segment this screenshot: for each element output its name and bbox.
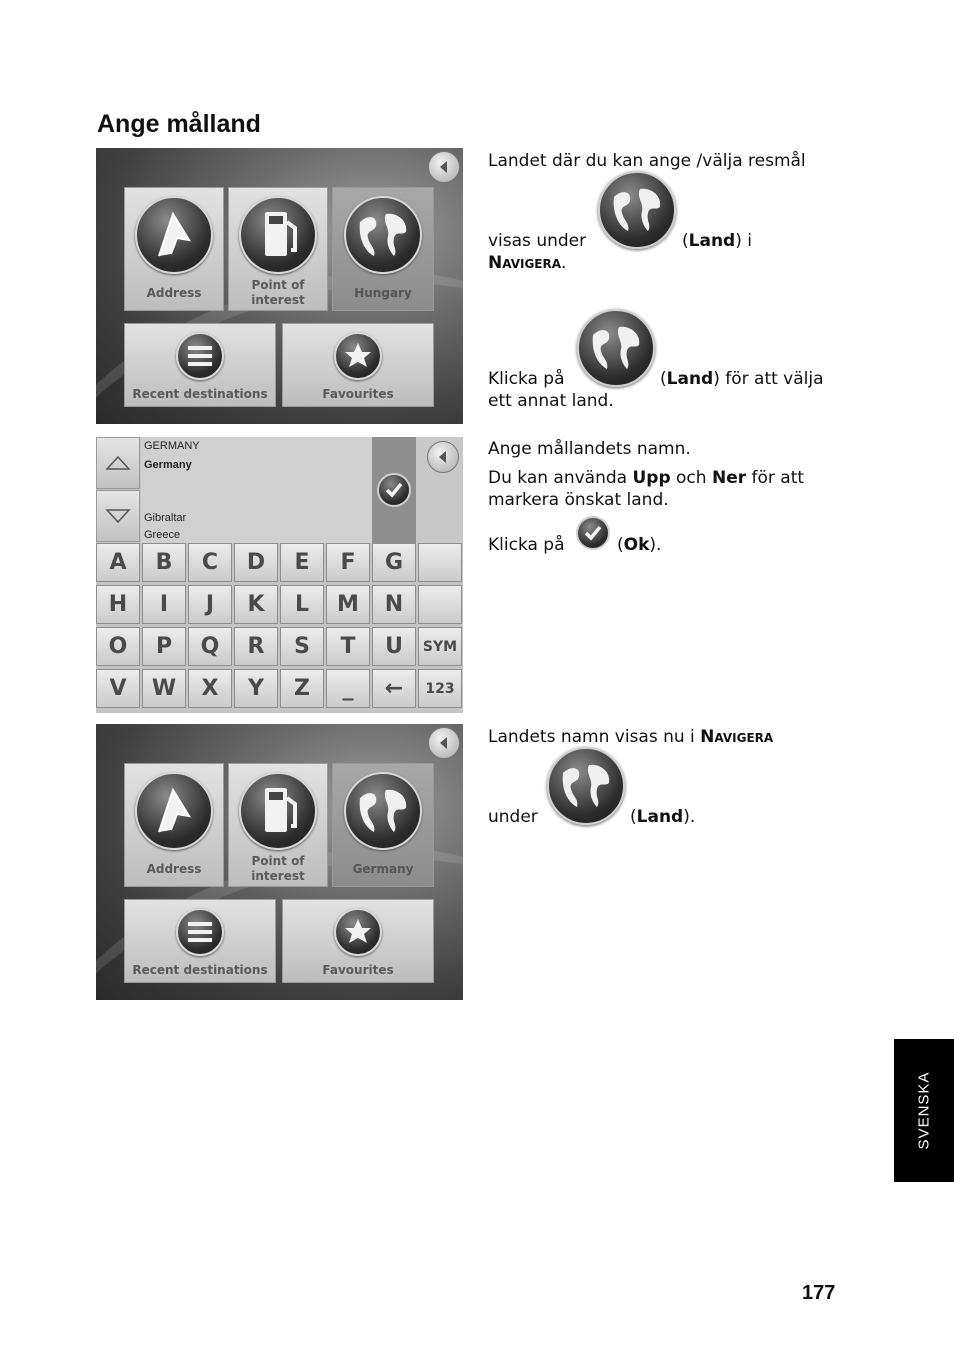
country-label: Hungary (354, 286, 412, 300)
key-v[interactable]: V (96, 669, 140, 708)
up-button[interactable] (96, 437, 140, 489)
address-tile[interactable] (124, 763, 224, 887)
key-123[interactable]: 123 (418, 669, 462, 708)
key-o[interactable]: O (96, 627, 140, 666)
paragraph-5-ok: (Ok). (617, 535, 662, 555)
key-n[interactable]: N (372, 585, 416, 624)
address-tile[interactable] (124, 187, 224, 311)
paragraph-6-under: under (488, 807, 538, 827)
paragraph-4-line-1: Du kan använda Upp och Ner för att (488, 468, 805, 488)
back-button[interactable] (428, 151, 460, 183)
checkmark-icon (383, 479, 405, 501)
paragraph-2-line-2: ett annat land. (488, 391, 614, 411)
list-item[interactable]: Greece (144, 529, 181, 541)
star-icon (334, 332, 382, 380)
ok-icon (576, 516, 610, 550)
country-input-screenshot (96, 437, 463, 713)
main-menu-screenshot-2 (96, 724, 463, 1000)
key-p[interactable]: P (142, 627, 186, 666)
paragraph-1-line-1: Landet där du kan ange /välja resmål (488, 151, 806, 171)
main-menu-screenshot-1 (96, 148, 463, 424)
recent-destinations-label: Recent destinations (132, 963, 268, 977)
key-h[interactable]: H (96, 585, 140, 624)
key-i[interactable]: I (142, 585, 186, 624)
paragraph-5-klicka: Klicka på (488, 535, 565, 555)
paragraph-2-klicka: Klicka på (488, 369, 565, 389)
country-label: Germany (352, 862, 414, 876)
list-icon (176, 332, 224, 380)
ok-button[interactable] (377, 473, 411, 507)
key-y[interactable]: Y (234, 669, 278, 708)
paragraph-1-line-2: visas under (488, 231, 587, 251)
paragraph-6-land: (Land). (630, 807, 696, 827)
key-c[interactable]: C (188, 543, 232, 582)
back-arrow-icon (436, 450, 450, 464)
page-title: Ange målland (97, 110, 261, 138)
star-icon (334, 908, 382, 956)
favourites-label: Favourites (322, 387, 394, 401)
right-panel (416, 437, 463, 543)
favourites-label: Favourites (322, 963, 394, 977)
key-x[interactable]: X (188, 669, 232, 708)
key-w[interactable]: W (142, 669, 186, 708)
poi-label-line2: interest (251, 869, 305, 883)
recent-destinations-tile[interactable] (124, 323, 276, 407)
fuel-pump-icon (239, 196, 317, 274)
key-s[interactable]: S (280, 627, 324, 666)
key-e[interactable]: E (280, 543, 324, 582)
poi-label-line2: interest (251, 293, 305, 307)
recent-destinations-label: Recent destinations (132, 387, 268, 401)
address-label: Address (146, 862, 202, 876)
country-input-value: GERMANY (144, 440, 200, 452)
key-underscore[interactable]: _ (326, 669, 370, 708)
key-a[interactable]: A (96, 543, 140, 582)
key-l[interactable]: L (280, 585, 324, 624)
globe-icon (577, 309, 655, 387)
ok-button-column (372, 437, 416, 543)
paragraph-1-line-3: Navigera. (488, 253, 567, 273)
poi-tile[interactable] (228, 763, 328, 887)
key-backspace[interactable]: ← (372, 669, 416, 708)
side-tab-label: SVENSKA (915, 1071, 933, 1150)
flag-icon (135, 196, 213, 274)
paragraph-3: Ange mållandets namn. (488, 439, 691, 459)
poi-label-line1: Point of (251, 278, 305, 292)
favourites-tile[interactable] (282, 323, 434, 407)
recent-destinations-tile[interactable] (124, 899, 276, 983)
back-button[interactable] (428, 727, 460, 759)
key-blank-2 (418, 585, 462, 624)
globe-icon (344, 196, 422, 274)
country-list[interactable] (141, 437, 372, 543)
key-b[interactable]: B (142, 543, 186, 582)
globe-icon (547, 747, 625, 825)
down-button[interactable] (96, 490, 140, 542)
list-item[interactable]: Gibraltar (144, 512, 187, 524)
key-k[interactable]: K (234, 585, 278, 624)
list-item[interactable]: Germany (144, 459, 192, 471)
page-number: 177 (802, 1282, 836, 1304)
key-blank-1 (418, 543, 462, 582)
list-icon (176, 908, 224, 956)
back-arrow-icon (437, 736, 451, 750)
paragraph-6-line-1: Landets namn visas nu i Navigera (488, 727, 774, 747)
key-d[interactable]: D (234, 543, 278, 582)
flag-icon (135, 772, 213, 850)
back-arrow-icon (437, 160, 451, 174)
fuel-pump-icon (239, 772, 317, 850)
address-label: Address (146, 286, 202, 300)
key-j[interactable]: J (188, 585, 232, 624)
key-z[interactable]: Z (280, 669, 324, 708)
language-side-tab (894, 1039, 954, 1182)
globe-icon (344, 772, 422, 850)
key-q[interactable]: Q (188, 627, 232, 666)
key-u[interactable]: U (372, 627, 416, 666)
paragraph-4-line-2: markera önskat land. (488, 490, 669, 510)
key-m[interactable]: M (326, 585, 370, 624)
checkmark-icon (582, 522, 604, 544)
poi-label-line1: Point of (251, 854, 305, 868)
key-r[interactable]: R (234, 627, 278, 666)
globe-icon (598, 171, 676, 249)
paragraph-2-land: (Land) för att välja (660, 369, 824, 389)
key-t[interactable]: T (326, 627, 370, 666)
paragraph-1-land: (Land) i (682, 231, 752, 251)
key-g[interactable]: G (372, 543, 416, 582)
key-sym[interactable]: SYM (418, 627, 462, 666)
down-arrow-icon (105, 508, 131, 524)
up-arrow-icon (105, 455, 131, 471)
poi-tile[interactable] (228, 187, 328, 311)
favourites-tile[interactable] (282, 899, 434, 983)
back-button[interactable] (427, 441, 459, 473)
country-tile[interactable] (332, 763, 434, 887)
country-tile[interactable] (332, 187, 434, 311)
key-f[interactable]: F (326, 543, 370, 582)
